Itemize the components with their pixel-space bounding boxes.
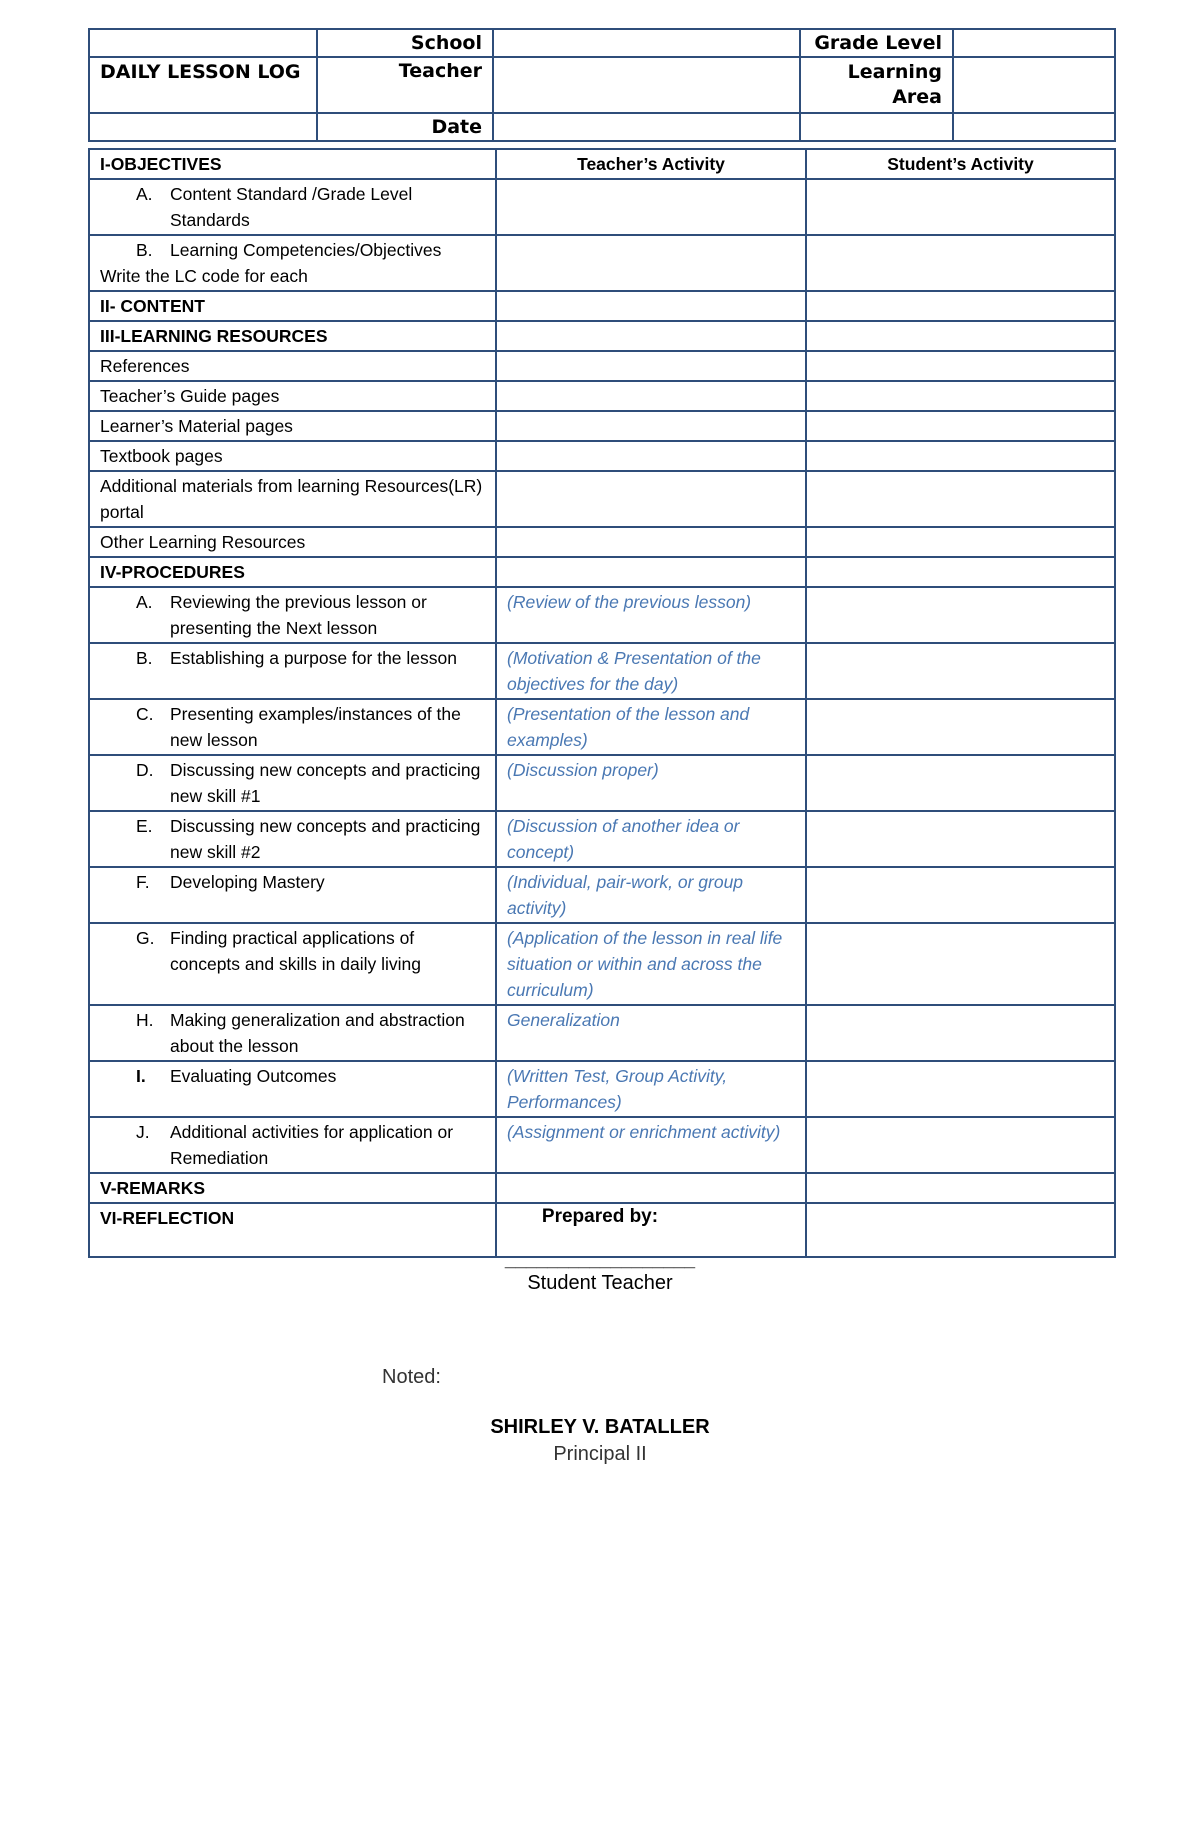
header-blank <box>89 29 317 57</box>
teacher-cell[interactable] <box>496 235 806 291</box>
student-cell[interactable] <box>806 441 1115 471</box>
teacher-activity-hint[interactable]: (Application of the lesson in real life situation or within and across the curriculum) <box>496 923 806 1005</box>
procedure-row: G. Finding practical applications of concepts and skills in daily living <box>89 923 496 1005</box>
learning-area-field[interactable] <box>953 57 1115 113</box>
header-blank <box>953 113 1115 141</box>
header-table <box>88 28 1116 142</box>
student-cell[interactable] <box>806 235 1115 291</box>
student-cell[interactable] <box>806 557 1115 587</box>
teacher-activity-hint[interactable]: (Assignment or enrichment activity) <box>496 1117 806 1173</box>
resource-row: Additional materials from learning Resources(LR) portal <box>89 471 496 527</box>
learning-resources-heading: III-LEARNING RESOURCES <box>89 321 496 351</box>
student-cell[interactable] <box>806 179 1115 235</box>
resource-row: Other Learning Resources <box>89 527 496 557</box>
teacher-cell[interactable] <box>496 441 806 471</box>
student-cell[interactable] <box>806 643 1115 699</box>
teacher-cell[interactable] <box>496 527 806 557</box>
student-cell[interactable] <box>806 411 1115 441</box>
teacher-activity-hint[interactable]: (Discussion proper) <box>496 755 806 811</box>
student-cell[interactable] <box>806 1005 1115 1061</box>
teacher-cell[interactable] <box>496 179 806 235</box>
noted-label: Noted: <box>382 1366 441 1388</box>
teacher-activity-hint[interactable]: (Individual, pair-work, or group activity) <box>496 867 806 923</box>
student-cell[interactable] <box>806 811 1115 867</box>
teacher-activity-hint[interactable]: (Motivation & Presentation of the objectives for the day) <box>496 643 806 699</box>
school-label: School <box>317 29 493 57</box>
grade-level-label: Grade Level <box>800 29 953 57</box>
objective-row: B. Learning Competencies/Objectives Write the LC code for each <box>89 235 496 291</box>
content-heading: II- CONTENT <box>89 291 496 321</box>
daily-lesson-log-title: DAILY LESSON LOG <box>89 57 317 113</box>
resource-row: Textbook pages <box>89 441 496 471</box>
principal-title: Principal II <box>553 1443 647 1465</box>
student-cell[interactable] <box>806 1173 1115 1203</box>
prepared-by-label: Prepared by: <box>541 1206 659 1227</box>
teacher-cell[interactable] <box>496 381 806 411</box>
teacher-cell[interactable] <box>496 291 806 321</box>
teacher-cell[interactable] <box>496 351 806 381</box>
reflection-heading: VI-REFLECTION <box>89 1203 496 1257</box>
teacher-cell[interactable] <box>496 1173 806 1203</box>
student-cell[interactable] <box>806 291 1115 321</box>
grade-level-field[interactable] <box>953 29 1115 57</box>
student-cell[interactable] <box>806 381 1115 411</box>
teacher-cell[interactable] <box>496 321 806 351</box>
header-blank <box>800 113 953 141</box>
student-cell[interactable] <box>806 471 1115 527</box>
teacher-activity-heading: Teacher’s Activity <box>496 149 806 179</box>
teacher-cell[interactable] <box>496 411 806 441</box>
learning-area-label: Learning Area <box>800 57 953 113</box>
student-cell[interactable] <box>806 1061 1115 1117</box>
procedure-row: C. Presenting examples/instances of the new lesson <box>89 699 496 755</box>
teacher-field[interactable] <box>493 57 800 113</box>
resource-row: Teacher’s Guide pages <box>89 381 496 411</box>
procedure-row: A. Reviewing the previous lesson or presenting the Next lesson <box>89 587 496 643</box>
resource-row: References <box>89 351 496 381</box>
teacher-activity-hint[interactable]: (Review of the previous lesson) <box>496 587 806 643</box>
student-cell[interactable] <box>806 1117 1115 1173</box>
objective-row: A. Content Standard /Grade Level Standards <box>89 179 496 235</box>
procedure-row: B. Establishing a purpose for the lesson <box>89 643 496 699</box>
teacher-activity-hint[interactable]: (Written Test, Group Activity, Performances) <box>496 1061 806 1117</box>
student-cell[interactable] <box>806 755 1115 811</box>
student-cell[interactable] <box>806 923 1115 1005</box>
lc-code-note: Write the LC code for each <box>100 266 308 286</box>
principal-name: SHIRLEY V. BATALLER <box>490 1416 710 1438</box>
procedure-row: H. Making generalization and abstraction about the lesson <box>89 1005 496 1061</box>
teacher-activity-hint[interactable]: (Presentation of the lesson and examples) <box>496 699 806 755</box>
procedure-row: F. Developing Mastery <box>89 867 496 923</box>
student-activity-heading: Student’s Activity <box>806 149 1115 179</box>
procedure-row: I. Evaluating Outcomes <box>89 1061 496 1117</box>
teacher-activity-hint[interactable]: Generalization <box>496 1005 806 1061</box>
teacher-label: Teacher <box>317 57 493 113</box>
teacher-activity-hint[interactable]: (Discussion of another idea or concept) <box>496 811 806 867</box>
procedure-row: J. Additional activities for application or Remediation <box>89 1117 496 1173</box>
objectives-heading: I-OBJECTIVES <box>89 149 496 179</box>
school-field[interactable] <box>493 29 800 57</box>
teacher-cell[interactable] <box>496 471 806 527</box>
teacher-cell[interactable] <box>496 557 806 587</box>
lesson-table <box>88 148 1116 1258</box>
header-blank <box>89 113 317 141</box>
date-field[interactable] <box>493 113 800 141</box>
remarks-heading: V-REMARKS <box>89 1173 496 1203</box>
procedure-row: E. Discussing new concepts and practicing new skill #2 <box>89 811 496 867</box>
student-cell[interactable] <box>806 527 1115 557</box>
student-cell[interactable] <box>806 587 1115 643</box>
date-label: Date <box>317 113 493 141</box>
procedures-heading: IV-PROCEDURES <box>89 557 496 587</box>
student-teacher-label: Student Teacher <box>527 1272 673 1294</box>
student-cell[interactable] <box>806 699 1115 755</box>
student-cell[interactable] <box>806 351 1115 381</box>
student-cell[interactable] <box>806 867 1115 923</box>
signature-line: __________________ <box>504 1250 696 1271</box>
student-cell[interactable] <box>806 321 1115 351</box>
resource-row: Learner’s Material pages <box>89 411 496 441</box>
procedure-row: D. Discussing new concepts and practicing new skill #1 <box>89 755 496 811</box>
